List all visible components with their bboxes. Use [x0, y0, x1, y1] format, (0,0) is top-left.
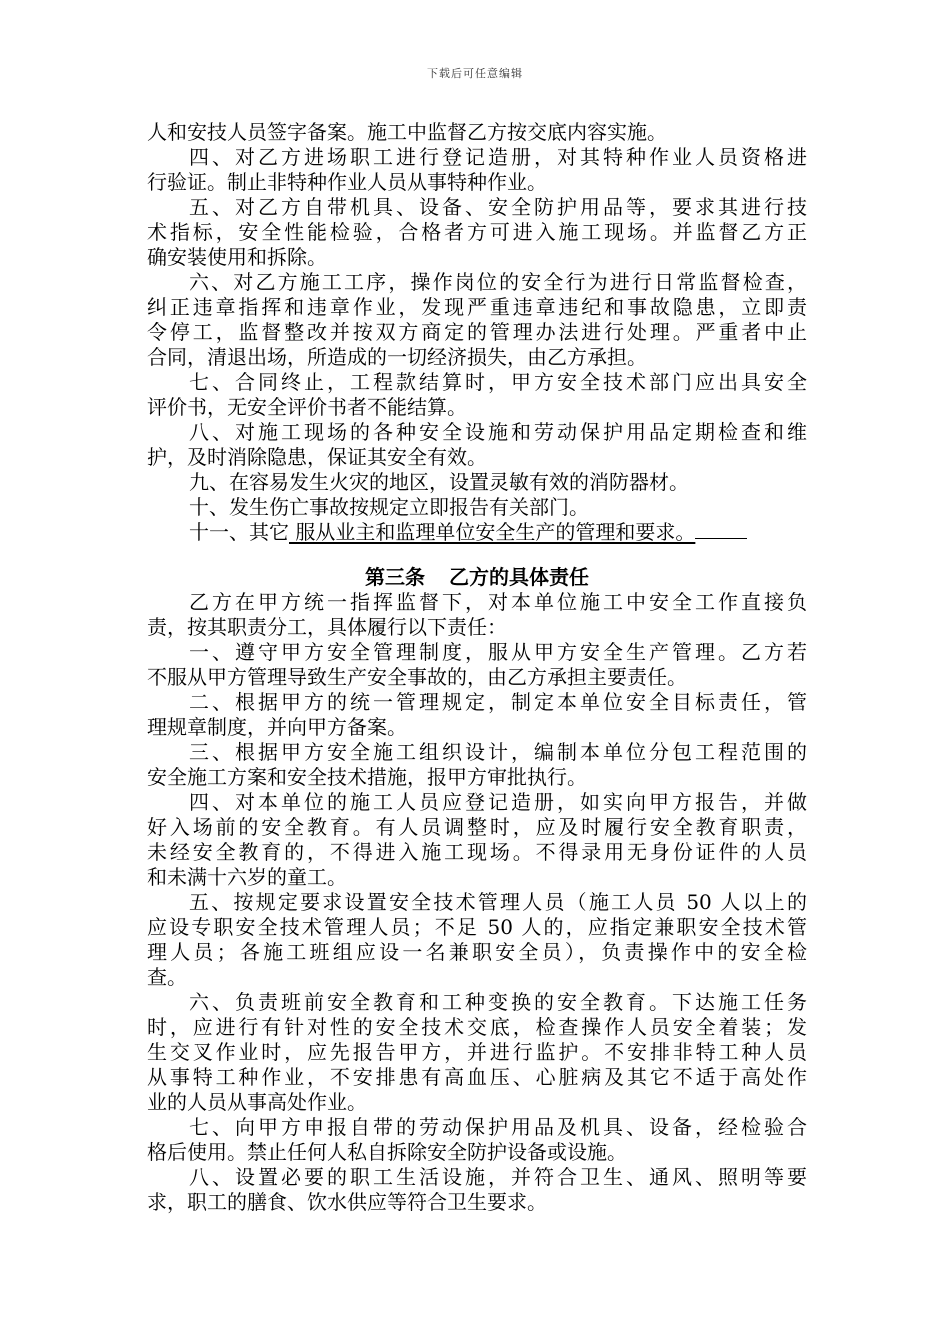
paragraph-line: 时，应进行有针对性的安全技术交底，检查操作人员安全着装；发	[147, 1015, 807, 1039]
paragraph	[147, 270, 807, 370]
paragraph	[147, 590, 807, 640]
paragraph-line: 格后使用。禁止任何人私自拆除安全防护设备或设施。	[147, 1140, 627, 1164]
paragraph	[147, 470, 807, 495]
section-three-heading	[147, 565, 807, 590]
paragraph-line: 八、对施工现场的各种安全设施和劳动保护用品定期检查和维	[189, 420, 807, 444]
paragraph-line: 护，及时消除隐患，保证其安全有效。	[147, 445, 487, 469]
paragraph-line: 九、在容易发生火灾的地区，设置灵敏有效的消防器材。	[189, 470, 689, 494]
paragraph	[147, 990, 807, 1115]
item-eleven-filled-text: 服从业主和监理单位安全生产的管理和要求。	[289, 520, 696, 544]
paragraph-line: 行验证。制止非特种作业人员从事特种作业。	[147, 170, 547, 194]
paragraph-line: 一、遵守甲方安全管理制度，服从甲方安全生产管理。乙方若	[189, 640, 807, 664]
paragraph-line: 查。	[147, 965, 187, 989]
section-three-number: 第三条	[365, 565, 425, 589]
paragraph-line: 安全施工方案和安全技术措施，报甲方审批执行。	[147, 765, 587, 789]
paragraph-line: 理规章制度，并向甲方备案。	[147, 715, 407, 739]
paragraph-line: 理人员；各施工班组应设一名兼职安全员），负责操作中的安全检	[147, 940, 807, 964]
section-three-title: 乙方的具体责任	[449, 565, 589, 589]
paragraph-line: 和未满十六岁的童工。	[147, 865, 347, 889]
paragraph	[147, 195, 807, 270]
paragraph-line: 应设专职安全技术管理人员；不足 50 人的，应指定兼职安全技术管	[147, 915, 807, 939]
paragraph-line: 七、向甲方申报自带的劳动保护用品及机具、设备，经检验合	[189, 1115, 807, 1139]
paragraph	[147, 495, 807, 520]
paragraph-line: 二、根据甲方的统一管理规定，制定本单位安全目标责任，管	[189, 690, 807, 714]
paragraph	[147, 890, 807, 990]
paragraph	[147, 420, 807, 470]
paragraph-line: 四、对本单位的施工人员应登记造册，如实向甲方报告，并做	[189, 790, 807, 814]
paragraph-line: 责，按其职责分工，具体履行以下责任：	[147, 615, 507, 639]
paragraph	[147, 690, 807, 740]
paragraph	[147, 120, 807, 145]
responsibilities-party-b	[147, 590, 807, 1215]
paragraph-line: 乙方在甲方统一指挥监督下，对本单位施工中安全工作直接负	[189, 590, 807, 614]
paragraph	[147, 740, 807, 790]
responsibilities-party-a-continued	[147, 120, 807, 520]
paragraph-line: 评价书，无安全评价书者不能结算。	[147, 395, 467, 419]
paragraph-line: 从事特工种作业，不安排患有高血压、心脏病及其它不适于高处作	[147, 1065, 807, 1089]
item-eleven-prefix: 十一、其它	[189, 520, 289, 544]
paragraph-line: 七、合同终止，工程款结算时，甲方安全技术部门应出具安全	[189, 370, 807, 394]
paragraph	[147, 790, 807, 890]
paragraph-line: 五、对乙方自带机具、设备、安全防护用品等，要求其进行技	[189, 195, 807, 219]
page-header-note: 下载后可任意编辑	[427, 67, 523, 80]
paragraph-line: 五、按规定要求设置安全技术管理人员（施工人员 50 人以上的	[189, 890, 807, 914]
paragraph-line: 好入场前的安全教育。有人员调整时，应及时履行安全教育职责，	[147, 815, 807, 839]
document-body	[147, 120, 807, 1215]
item-eleven-line	[147, 520, 807, 545]
paragraph-line: 人和安技人员签字备案。施工中监督乙方按交底内容实施。	[147, 120, 667, 144]
paragraph-line: 确安装使用和拆除。	[147, 245, 327, 269]
paragraph-line: 生交叉作业时，应先报告甲方，并进行监护。不安排非特工种人员	[147, 1040, 807, 1064]
paragraph-line: 合同，清退出场，所造成的一切经济损失，由乙方承担。	[147, 345, 647, 369]
paragraph	[147, 1115, 807, 1165]
paragraph-line: 术指标，安全性能检验，合格者方可进入施工现场。并监督乙方正	[147, 220, 807, 244]
paragraph-line: 六、负责班前安全教育和工种变换的安全教育。下达施工任务	[189, 990, 807, 1014]
paragraph-line: 十、发生伤亡事故按规定立即报告有关部门。	[189, 495, 589, 519]
paragraph-line: 四、对乙方进场职工进行登记造册，对其特种作业人员资格进	[189, 145, 807, 169]
paragraph	[147, 640, 807, 690]
paragraph-line: 求，职工的膳食、饮水供应等符合卫生要求。	[147, 1190, 547, 1214]
paragraph-line: 未经安全教育的，不得进入施工现场。不得录用无身份证件的人员	[147, 840, 807, 864]
paragraph-line: 纠正违章指挥和违章作业，发现严重违章违纪和事故隐患，立即责	[147, 295, 807, 319]
paragraph-line: 八、设置必要的职工生活设施，并符合卫生、通风、照明等要	[189, 1165, 807, 1189]
paragraph-line: 令停工，监督整改并按双方商定的管理办法进行处理。严重者中止	[147, 320, 807, 344]
paragraph-line: 三、根据甲方安全施工组织设计，编制本单位分包工程范围的	[189, 740, 807, 764]
paragraph-line: 业的人员从事高处作业。	[147, 1090, 367, 1114]
paragraph-line: 不服从甲方管理导致生产安全事故的，由乙方承担主要责任。	[147, 665, 687, 689]
paragraph-line: 六、对乙方施工工序，操作岗位的安全行为进行日常监督检查，	[189, 270, 807, 294]
paragraph	[147, 1165, 807, 1215]
item-eleven-blank-underline	[695, 521, 747, 539]
paragraph	[147, 370, 807, 420]
paragraph	[147, 145, 807, 195]
